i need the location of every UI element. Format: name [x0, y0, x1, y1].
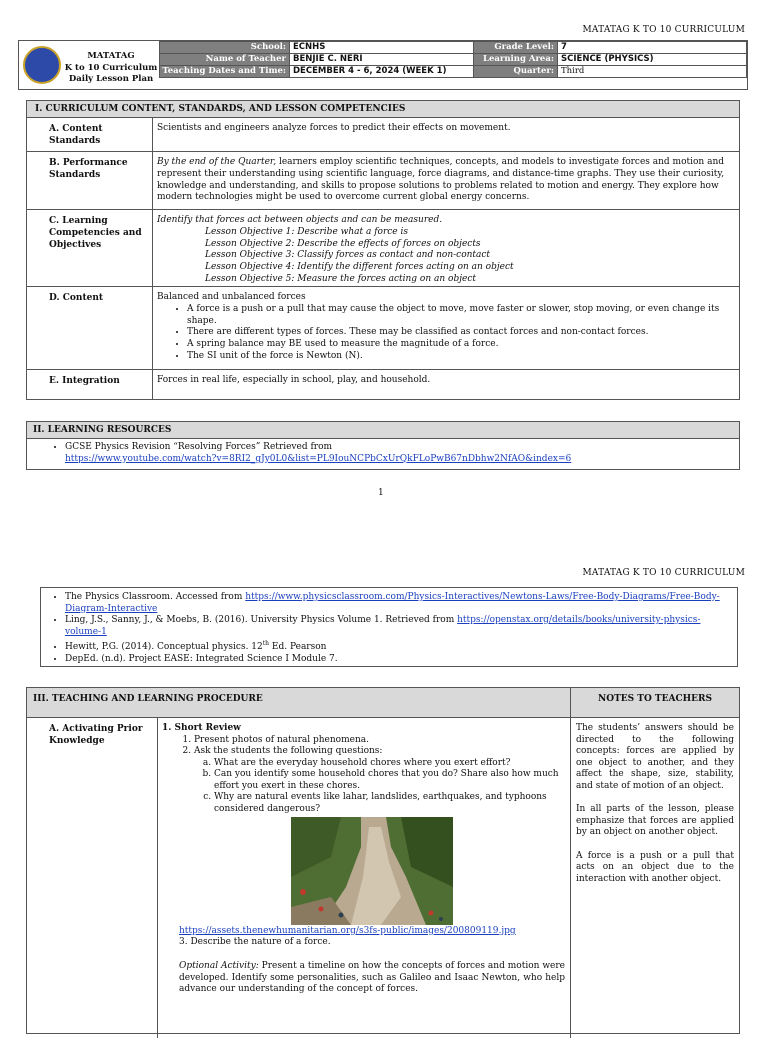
resource-item: • DepEd. (n.d). Project EASE: Integrated Science I Module 7. — [65, 654, 731, 666]
objective-2: Lesson Objective 2: Describe the effects of forces on objects — [205, 238, 481, 249]
procedure-header — [27, 688, 739, 718]
curriculum-section — [26, 100, 740, 400]
objective-5: Lesson Objective 5: Measure the forces acting on an object — [205, 273, 476, 284]
divider — [570, 718, 571, 1038]
grade-value: 7 — [558, 42, 747, 54]
notes-content — [576, 723, 734, 885]
activating-label: A. Activating Prior Knowledge — [49, 724, 143, 746]
quarter-label: Quarter: — [474, 66, 558, 78]
landslide-photo — [291, 817, 453, 925]
image-source — [179, 926, 569, 938]
question: a. What are the everyday household chores where you exert effort? — [214, 758, 566, 770]
resource-text: The Physics Classroom. Accessed from — [65, 592, 246, 602]
question: b. Can you identify some household chores that you do? Share also how much effort you exert in these chores. — [214, 769, 566, 792]
content-item: • A spring balance may BE used to measure the magnitude of a force. — [187, 339, 733, 351]
competency-intro: Identify that forces act between objects and can be measured. — [157, 215, 443, 225]
content-intro: Balanced and unbalanced forces — [157, 292, 306, 302]
resource-item — [65, 615, 731, 638]
integration-label: E. Integration — [27, 370, 153, 399]
step3: 3. Describe the nature of a force. — [179, 937, 331, 947]
teacher-label: Name of Teacher — [160, 54, 290, 66]
activating-content — [162, 723, 566, 815]
deped-logo — [23, 46, 61, 84]
review-step-text: Ask the students the following questions: — [194, 746, 383, 756]
review-step — [194, 746, 566, 815]
logo-line1: MATATAG — [87, 51, 135, 61]
content-row — [27, 287, 739, 370]
teacher-value: BENJIE C. NERI — [290, 54, 474, 66]
physics-classroom-link[interactable]: https://www.physicsclassroom.com/Physics-Interactives/Newtons-Laws/Free-Body-Diagrams/Free-Body-Diagram-Interactive — [65, 592, 720, 614]
quarter-lead: By the end of the Quarter, — [157, 157, 277, 167]
logo-text — [63, 51, 159, 86]
question-list — [194, 758, 566, 816]
performance-standards-text — [153, 152, 739, 209]
content-standards-text: Scientists and engineers analyze forces to predict their effects on movement. — [157, 123, 511, 133]
content-text — [153, 287, 739, 369]
content-standards-label: A. Content Standards — [27, 118, 153, 151]
objective-3: Lesson Objective 3: Classify forces as contact and non-contact — [205, 250, 491, 261]
procedure-section — [26, 687, 740, 1034]
content-item: • The SI unit of the force is Newton (N). — [187, 351, 733, 363]
objective-4: Lesson Objective 4: Identify the different forces acting on an object — [205, 262, 514, 273]
note: The students’ answers should be directed to the following concepts: forces are applied by one object to another, and they affect the shape, size, stability, and state of motion of an object. — [576, 723, 734, 791]
logo-line3: Daily Lesson Plan — [68, 74, 154, 84]
note: A force is a push or a pull that acts on an object due to the interaction with another object. — [576, 850, 734, 884]
integration-text: Forces in real life, especially in school, play, and household. — [157, 375, 431, 385]
content-standards-row — [27, 118, 739, 152]
question: c. Why are natural events like lahar, landslides, earthquakes, and typhoons considered dangerous? — [214, 792, 566, 815]
performance-body: learners employ scientific techniques, concepts, and models to investigate forces and motion and represent their understanding using scientific language, force diagrams, and distance-time graphs. They use their curiosity, knowledge and understanding, and skills to propose solutions to problems related to motion and energy. They explore how modern technologies might be used to overcome current global energy concerns. — [157, 157, 725, 203]
school-label: School: — [160, 42, 290, 54]
area-label: Learning Area: — [474, 54, 558, 66]
resource-item — [65, 442, 733, 465]
openstax-link[interactable]: https://openstax.org/details/books/university-physics-volume-1 — [65, 615, 701, 637]
content-list — [157, 304, 733, 363]
section2-title: II. LEARNING RESOURCES — [27, 422, 739, 439]
optional-activity — [179, 961, 565, 996]
review-steps — [162, 735, 566, 816]
review-step: 1. Present photos of natural phenomena. — [194, 735, 566, 747]
divider — [157, 718, 158, 1038]
notes-title: NOTES TO TEACHERS — [598, 694, 712, 704]
dates-value: DECEMBER 4 - 6, 2024 (WEEK 1) — [290, 66, 474, 78]
quarter-value: Third — [558, 66, 747, 78]
info-table — [159, 41, 747, 78]
resource-text: Ed. Pearson — [269, 642, 327, 652]
section3-title: III. TEACHING AND LEARNING PROCEDURE — [33, 694, 263, 704]
performance-standards-row — [27, 152, 739, 210]
performance-standards-label: B. Performance Standards — [27, 152, 153, 209]
competencies-row — [27, 210, 739, 287]
landslide-illustration — [291, 817, 453, 925]
resources-list — [27, 439, 739, 469]
superscript: th — [262, 640, 270, 647]
dates-label: Teaching Dates and Time: — [160, 66, 290, 78]
page-number: 1 — [378, 488, 384, 498]
page-header: MATATAG K TO 10 CURRICULUM — [582, 25, 745, 35]
note: In all parts of the lesson, please emphasize that forces are applied by an object on another object. — [576, 804, 734, 837]
resource-item — [65, 638, 731, 654]
resources-section — [26, 421, 740, 470]
optional-text: Present a timeline on how the concepts of forces and motion were developed. Identify some personalities, such as Galileo and Isaac Newton, who help advance our understanding of the concept of forces. — [179, 961, 565, 994]
logo-line2: K to 10 Curriculum — [64, 62, 158, 73]
content-item: • There are different types of forces. These may be classified as contact forces and non-contact forces. — [187, 327, 733, 339]
competencies-text — [153, 210, 739, 286]
grade-label: Grade Level: — [474, 42, 558, 54]
section1-title: I. CURRICULUM CONTENT, STANDARDS, AND LESSON COMPETENCIES — [27, 101, 739, 118]
seal-icon — [23, 46, 61, 84]
optional-label: Optional Activity: — [179, 961, 259, 971]
integration-row — [27, 370, 739, 399]
page2-header: MATATAG K TO 10 CURRICULUM — [582, 568, 745, 578]
image-link[interactable]: https://assets.thenewhumanitarian.org/s3fs-public/images/200809119.jpg — [179, 926, 516, 936]
content-item: • A force is a push or a pull that may cause the object to move, move faster or slower, stop moving, or even change its shape. — [187, 304, 733, 328]
resource-item — [65, 592, 731, 615]
youtube-link[interactable]: https://www.youtube.com/watch?v=8RI2_gJy0L0&list=PL9IouNCPbCxUrQkFLoPwB67nDbhw2NfAO&index=6 — [65, 453, 572, 464]
content-label: D. Content — [27, 287, 153, 369]
short-review-title: 1. Short Review — [162, 723, 241, 733]
resource-text: Hewitt, P.G. (2014). Conceptual physics. 12 — [65, 642, 263, 652]
area-value: SCIENCE (PHYSICS) — [558, 54, 747, 66]
competencies-label: C. Learning Competencies and Objectives — [27, 210, 153, 286]
info-block — [18, 40, 748, 90]
resource-text: GCSE Physics Revision “Resolving Forces” Retrieved from — [65, 442, 333, 452]
objective-1: Lesson Objective 1: Describe what a force is — [205, 226, 408, 237]
resource-text: Ling, J.S., Sanny, J., & Moebs, B. (2016). University Physics Volume 1. Retrieved from — [65, 615, 458, 625]
school-value: ECNHS — [290, 42, 474, 54]
resources-continued — [40, 587, 738, 667]
